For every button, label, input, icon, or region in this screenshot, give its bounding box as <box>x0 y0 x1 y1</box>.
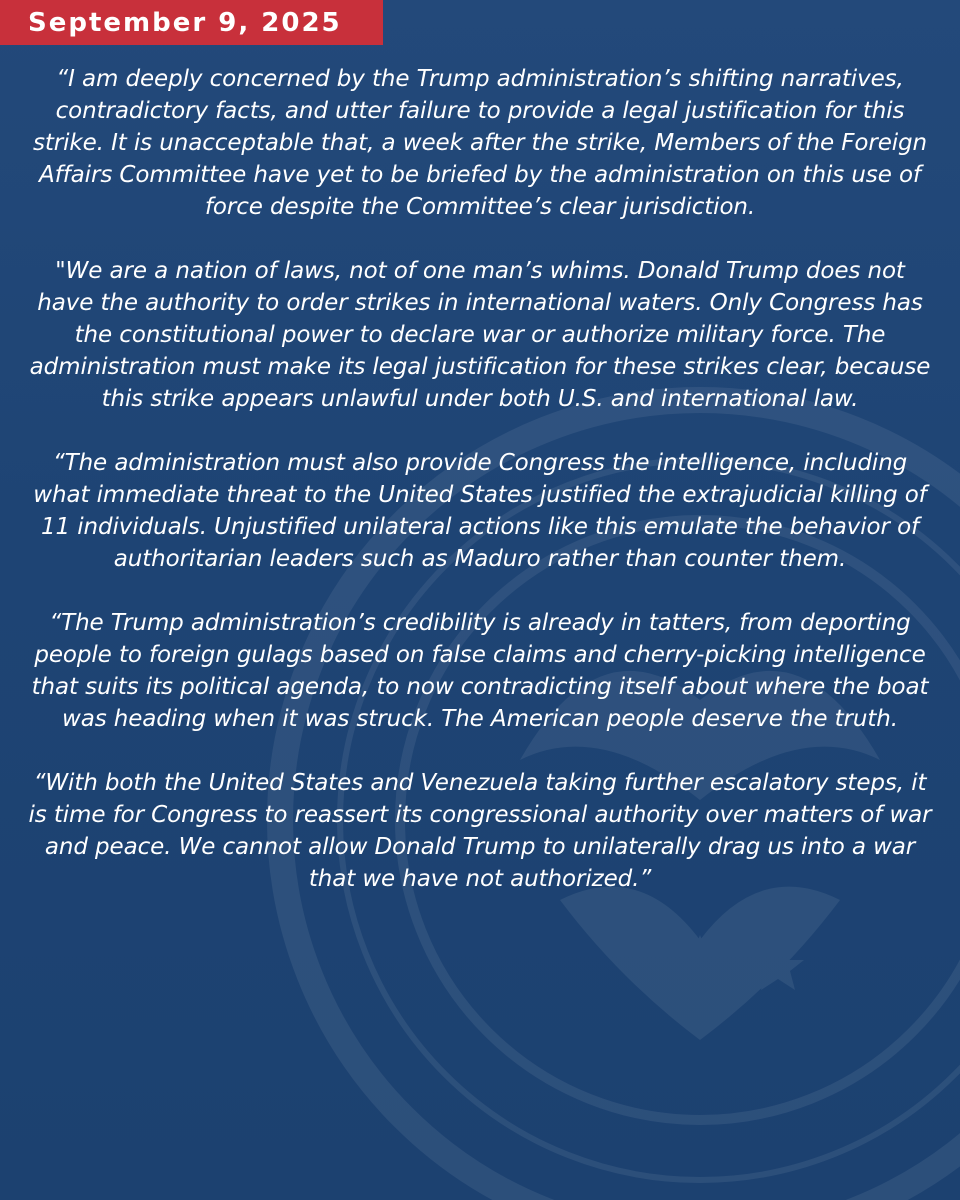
statement-paragraph-1: “I am deeply concerned by the Trump administration’s shifting narratives, contradictory facts, and utter failure to provide a legal justification for this strike. It is unacceptable that, a week after the strike, Members of the Foreign Affairs Committee have yet to be briefed by the administration on this use of force despite the Committee’s clear jurisdiction. <box>32 66 928 220</box>
statement-paragraph-3: “The administration must also provide Congress the intelligence, including what immediate threat to the United States justified the extrajudicial killing of 11 individuals. Unjustified unilateral actions like this emulate the behavior of authoritarian leaders such as Maduro rather than counter them. <box>33 450 927 572</box>
statement-paragraph-2: "We are a nation of laws, not of one man’s whims. Donald Trump does not have the authority to order strikes in international waters. Only Congress has the constitutional power to declare war or authorize military force. The administration must make its legal justification for these strikes clear, because this strike appears unlawful under both U.S. and international law. <box>29 258 931 412</box>
statement-paragraph-5: “With both the United States and Venezuela taking further escalatory steps, it is time for Congress to reassert its congressional authority over matters of war and peace. We cannot allow Donald Trump to unilaterally drag us into a war that we have not authorized.” <box>28 770 932 892</box>
date-label: September 9, 2025 <box>28 7 342 38</box>
date-banner <box>0 0 383 45</box>
statement-paragraph-4: “The Trump administration’s credibility is already in tatters, from deporting people to foreign gulags based on false claims and cherry-picking intelligence that suits its political agenda, to now contradicting itself about where the boat was heading when it was struck. The American people deserve the truth. <box>31 610 929 732</box>
statement-quote <box>28 63 932 895</box>
